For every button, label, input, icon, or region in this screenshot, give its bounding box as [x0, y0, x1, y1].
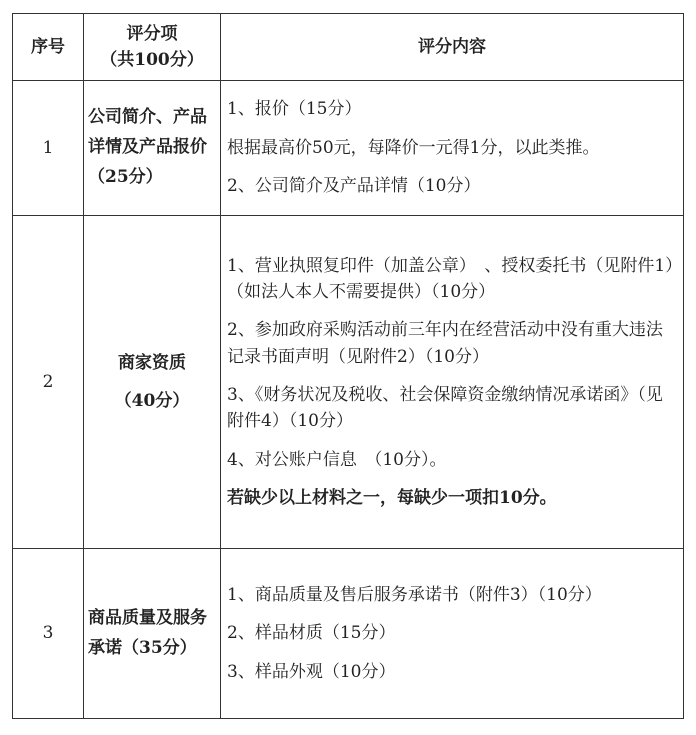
content-line: 根据最高价50元，每降价一元得1分，以此类推。 — [227, 137, 600, 158]
row-item: 商品质量及服务承诺（35分） — [84, 549, 221, 719]
row-content — [221, 216, 684, 549]
content-line: 1、商品质量及售后服务承诺书（附件3）（10分） — [227, 584, 602, 605]
header-index: 序号 — [13, 14, 84, 81]
deduction-note: 若缺少以上材料之一，每缺少一项扣10分。 — [227, 488, 557, 509]
row-index: 2 — [13, 216, 84, 549]
content-line: 4、对公账户信息 （10分）。 — [227, 449, 447, 470]
row-item-line2: （40分） — [114, 391, 190, 411]
header-item — [84, 14, 221, 81]
header-item-line2: （共100分） — [100, 50, 204, 70]
row-index: 1 — [13, 81, 84, 216]
content-line: 2、样品材质（15分） — [227, 623, 396, 644]
table-row — [13, 549, 684, 719]
table-row — [13, 81, 684, 216]
content-line: 3、《财务状况及税收、社会保障资金缴纳情况承诺函》（见附件4）（10分） — [227, 385, 663, 432]
row-item — [84, 216, 221, 549]
content-line: 2、公司简介及产品详情（10分） — [227, 176, 481, 197]
row-content — [221, 549, 684, 719]
row-index: 3 — [13, 549, 84, 719]
header-item-line1: 评分项 — [126, 23, 178, 44]
header-content: 评分内容 — [221, 14, 684, 81]
row-content — [221, 81, 684, 216]
row-item-line1: 商家资质 — [118, 352, 186, 373]
scoring-table — [12, 13, 684, 719]
content-line: 1、营业执照复印件（加盖公章） 、授权委托书（见附件1）（如法人本人不需要提供）（10分） — [227, 255, 674, 302]
header-row — [13, 14, 684, 81]
content-line: 1、报价（15分） — [227, 99, 362, 120]
table-row — [13, 216, 684, 549]
content-line: 2、参加政府采购活动前三年内在经营活动中没有重大违法记录书面声明（见附件2）（10分） — [227, 320, 663, 367]
content-line: 3、样品外观（10分） — [227, 661, 396, 682]
row-item: 公司简介、产品详情及产品报价（25分） — [84, 81, 221, 216]
